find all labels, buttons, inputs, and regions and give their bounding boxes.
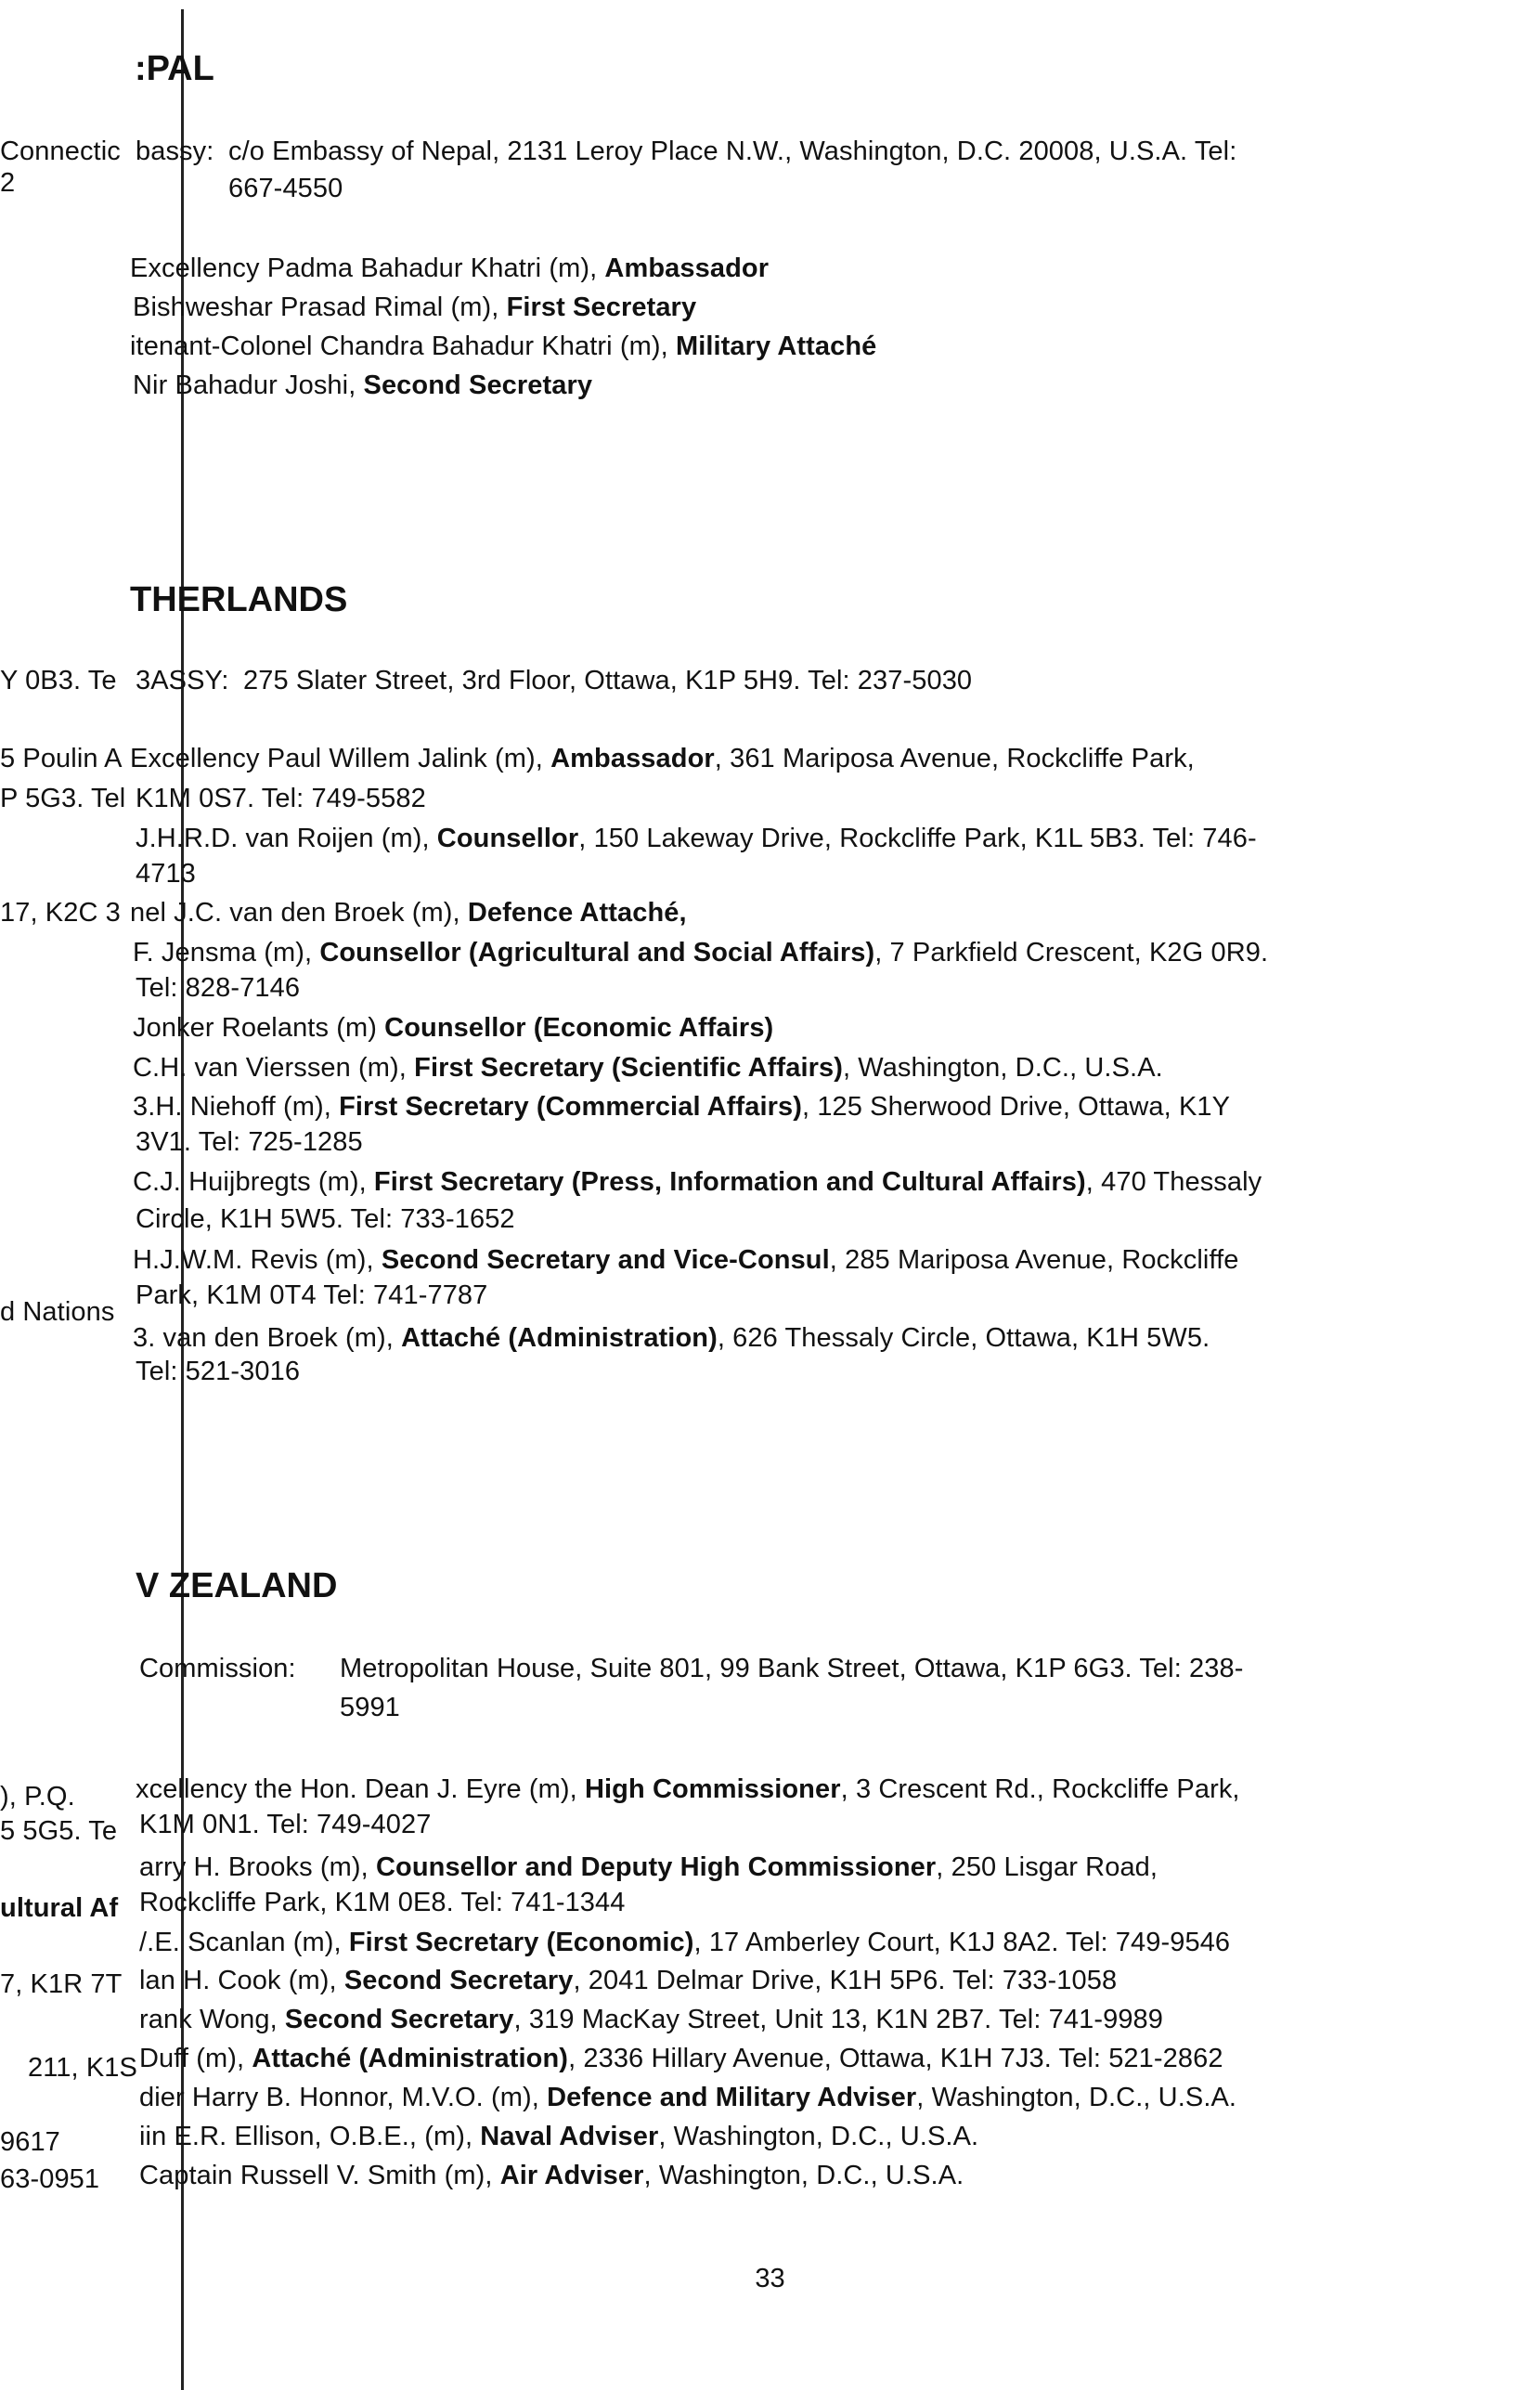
embassy-address: 5991 xyxy=(340,1693,400,1722)
staff-entry: Tel: 521-3016 xyxy=(136,1357,301,1386)
section-heading-nepal: :PAL xyxy=(135,49,214,88)
staff-entry: K1M 0S7. Tel: 749-5582 xyxy=(136,784,426,813)
staff-entry: dier Harry B. Honnor, M.V.O. (m), Defence and Military Adviser, Washington, D.C., U.S.A. xyxy=(139,2083,1237,2112)
margin-fragment: 211, K1S xyxy=(28,2053,137,2083)
staff-entry: Tel: 828-7146 xyxy=(136,973,301,1003)
staff-entry: Nir Bahadur Joshi, Second Secretary xyxy=(133,370,593,400)
margin-fragment: P 5G3. Tel xyxy=(0,784,126,813)
margin-fragment: d Nations xyxy=(0,1297,115,1327)
embassy-label: Commission: xyxy=(139,1654,296,1683)
staff-entry: xcellency the Hon. Dean J. Eyre (m), High Commissioner, 3 Crescent Rd., Rockcliffe Park, xyxy=(136,1774,1240,1804)
embassy-address: Metropolitan House, Suite 801, 99 Bank Street, Ottawa, K1P 6G3. Tel: 238- xyxy=(340,1654,1244,1683)
page-number: 33 xyxy=(755,2264,785,2293)
embassy-label: bassy: xyxy=(136,136,214,166)
staff-entry: H.J.W.M. Revis (m), Second Secretary and Vice-Consul, 285 Mariposa Avenue, Rockcliffe xyxy=(133,1245,1239,1275)
staff-entry: 3V1. Tel: 725-1285 xyxy=(136,1127,363,1157)
margin-fragment: 63-0951 xyxy=(0,2164,100,2194)
staff-entry: Excellency Paul Willem Jalink (m), Ambassador, 361 Mariposa Avenue, Rockcliffe Park, xyxy=(130,744,1195,773)
staff-entry: Circle, K1H 5W5. Tel: 733-1652 xyxy=(136,1204,515,1234)
margin-fragment: 2 xyxy=(0,168,16,198)
embassy-address: c/o Embassy of Nepal, 2131 Leroy Place N.W., Washington, D.C. 20008, U.S.A. Tel: xyxy=(228,136,1237,166)
staff-entry: C.J. Huijbregts (m), First Secretary (Press, Information and Cultural Affairs), 470 Thessaly xyxy=(133,1167,1262,1197)
staff-entry: Bishweshar Prasad Rimal (m), First Secretary xyxy=(133,292,697,322)
staff-entry: rank Wong, Second Secretary, 319 MacKay Street, Unit 13, K1N 2B7. Tel: 741-9989 xyxy=(139,2005,1164,2034)
margin-fragment: 5 Poulin A xyxy=(0,744,123,773)
staff-entry: Rockcliffe Park, K1M 0E8. Tel: 741-1344 xyxy=(139,1888,626,1917)
staff-entry: F. Jensma (m), Counsellor (Agricultural and Social Affairs), 7 Parkfield Crescent, K2G 0R9. xyxy=(133,938,1269,968)
margin-fragment: Connectic xyxy=(0,136,121,166)
staff-entry: Duff (m), Attaché (Administration), 2336 Hillary Avenue, Ottawa, K1H 7J3. Tel: 521-2862 xyxy=(139,2044,1223,2073)
staff-entry: 3. van den Broek (m), Attaché (Administration), 626 Thessaly Circle, Ottawa, K1H 5W5. xyxy=(133,1323,1210,1353)
section-heading-netherlands: THERLANDS xyxy=(130,580,348,619)
staff-entry: J.H.R.D. van Roijen (m), Counsellor, 150 Lakeway Drive, Rockcliffe Park, K1L 5B3. Tel: 746- xyxy=(136,824,1257,853)
section-heading-new-zealand: V ZEALAND xyxy=(136,1566,338,1605)
staff-entry: lan H. Cook (m), Second Secretary, 2041 Delmar Drive, K1H 5P6. Tel: 733-1058 xyxy=(139,1966,1118,1995)
staff-entry: arry H. Brooks (m), Counsellor and Deputy High Commissioner, 250 Lisgar Road, xyxy=(139,1852,1158,1882)
margin-fragment: 5 5G5. Te xyxy=(0,1816,118,1846)
embassy-address: 275 Slater Street, 3rd Floor, Ottawa, K1P 5H9. Tel: 237-5030 xyxy=(243,666,973,695)
staff-entry: Excellency Padma Bahadur Khatri (m), Ambassador xyxy=(130,253,770,283)
margin-fragment: 17, K2C 3 xyxy=(0,898,121,928)
staff-entry: K1M 0N1. Tel: 749-4027 xyxy=(139,1810,432,1839)
margin-fragment: Y 0B3. Te xyxy=(0,666,117,695)
staff-entry: Park, K1M 0T4 Tel: 741-7787 xyxy=(136,1280,488,1310)
staff-entry: Captain Russell V. Smith (m), Air Adviser, Washington, D.C., U.S.A. xyxy=(139,2161,964,2190)
embassy-label: 3ASSY: xyxy=(136,666,229,695)
staff-entry: nel J.C. van den Broek (m), Defence Attaché, xyxy=(130,898,687,928)
staff-entry: iin E.R. Ellison, O.B.E., (m), Naval Adviser, Washington, D.C., U.S.A. xyxy=(139,2122,979,2151)
margin-fragment: ), P.Q. xyxy=(0,1782,75,1812)
margin-fragment: 7, K1R 7T xyxy=(0,1969,123,1999)
margin-fragment: 9617 xyxy=(0,2127,60,2157)
staff-entry: /.E. Scanlan (m), First Secretary (Economic), 17 Amberley Court, K1J 8A2. Tel: 749-9546 xyxy=(139,1928,1231,1957)
embassy-address: 667-4550 xyxy=(228,174,343,203)
staff-entry: C.H. van Vierssen (m), First Secretary (Scientific Affairs), Washington, D.C., U.S.A. xyxy=(133,1053,1163,1083)
staff-entry: itenant-Colonel Chandra Bahadur Khatri (m), Military Attaché xyxy=(130,331,877,361)
staff-entry: Jonker Roelants (m) Counsellor (Economic Affairs) xyxy=(133,1013,774,1043)
margin-fragment: ultural Af xyxy=(0,1893,119,1923)
staff-entry: 4713 xyxy=(136,859,196,889)
staff-entry: 3.H. Niehoff (m), First Secretary (Commercial Affairs), 125 Sherwood Drive, Ottawa, K1Y xyxy=(133,1092,1231,1122)
